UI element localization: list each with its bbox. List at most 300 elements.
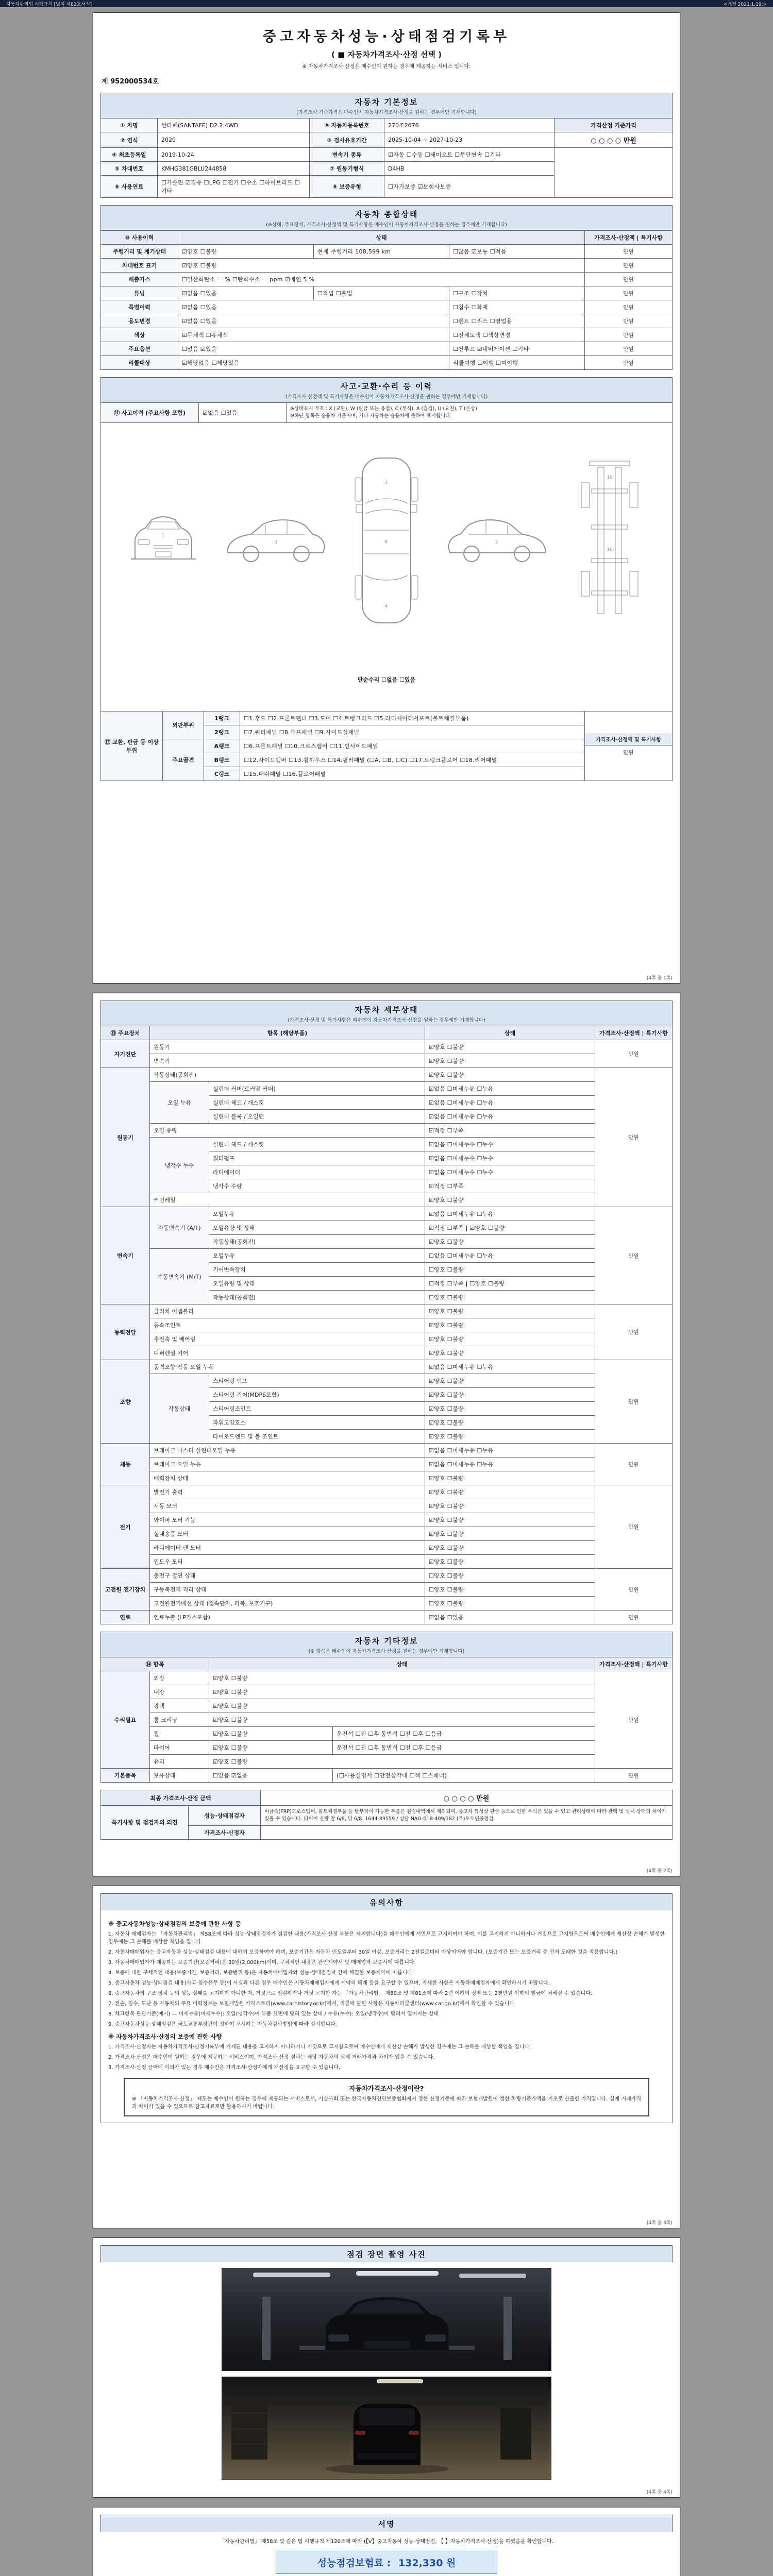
notice-item: 2. 자동차매매업자는 중고자동차 성능·상태점검 내용에 대하여 보증하여야 하며, 보증기간은 자동차 인도일부터 30일 이상, 보증거리는 2천킬로미터 이상이어야 합니다. (보증기간 또는 보증거리 중 먼저 도래한 것을 적용합니다.) [108,1950,618,1955]
detail-row [101,1555,673,1569]
exchange-row [101,711,673,725]
status-cell: ☑양호 ☐불량 [425,1054,595,1068]
exchange-label: ⑫ 교환, 판금 등 이상 부위 [101,711,163,781]
section-etc-note: (※ 항목은 매수인이 자동차가격조사·산정을 원하는 경우에만 기재합니다) [308,1649,465,1654]
state-col-header: 상태 [178,231,585,245]
item-label: 오일유량 및 상태 [209,1221,425,1235]
section-notice-title: 유의사항 [369,1898,404,1907]
car-side-view-right [444,510,552,571]
item-label: 작동상태(공회전) [209,1291,425,1304]
price-cell: 만원 [585,300,673,314]
appraiser-label: 가격조사·산정자 [189,1825,261,1839]
notice-heading-1: ※ 중고자동차성능·상태점검의 보증에 관한 사항 등 [108,1920,241,1927]
vin-value: KMHG381GBLU244858 [158,162,310,176]
sheet-page-2 [93,993,680,1876]
device-label: 연료 [101,1611,150,1624]
notice-item: 5. 중고자동차 성능·상태점검 내용(사고·침수유무 등)이 사실과 다른 경우 매수인은 자동차매매업자에게 계약의 해제 등을 요구할 수 있으며, 자세한 사항은 자동차매매업자에게 확인하시기 바랍니다. [108,1980,550,1986]
price-cell: 만원 [595,1040,673,1068]
use-history-label: 리콜대상 [101,356,178,370]
use-history-label: 용도변경 [101,314,178,328]
rank1-label: 1랭크 [204,711,240,725]
item-label: 변속기 [150,1054,425,1068]
notice-item: 6. 중고자동차의 구조·장치 등의 성능·상태를 고지하지 아니한 자, 거짓으로 점검하거나 거짓 고지한 자는 「자동차관리법」 제80조 및 제81조에 따라 2년 이하의 징역 또는 2천만원 이하의 벌금에 처해질 수 있습니다. [108,1991,593,1996]
document [93,7,680,2576]
device-label: 동력전달 [101,1304,150,1360]
final-price-label: 최종 가격조사·산정 금액 [101,1790,261,1806]
use-history-label: 차대번호 표기 [101,259,178,273]
detail-row [101,1318,673,1332]
inspection-photo-rear [222,2377,551,2480]
section-etc-header [100,1632,673,1657]
detail-row [101,1444,673,1458]
use-history-label: 특별이력 [101,300,178,314]
accident-history-label: ⑪ 사고이력 (주요사항 포함) [101,403,199,423]
etc-header-row [101,1657,673,1671]
engine-type-label: ⑦ 원동기형식 [310,162,384,176]
form-code-left: 자동차관리법 시행규칙 [별지 제82호서식] [6,2,92,7]
sign-statement: 「자동차관리법」 제58조 및 같은 법 시행규칙 제120조에 따라 (【Ⅴ】중고자동차 성능·상태점검, 【 】자동차가격조사·산정)을 하였음을 확인합니다. [219,2539,554,2545]
item-col-header: 항목 (해당부품) [150,1026,425,1040]
reg-no-value: 270조2676 [384,118,554,132]
legend-line-2: ※하단 항목은 승용차 기준이며, 기타 자동차는 승용차에 준하여 표시합니다. [290,413,452,419]
status-cell: ☑양호 ☐불량 [425,1235,595,1249]
status-cell: ☐있음 ☑없음 [209,1769,333,1783]
item-label: 배력장치 상태 [150,1471,425,1485]
status-cell: ☑양호 ☐불량 [425,1541,595,1555]
section-photos-title: 점검 장면 촬영 사진 [347,2250,426,2259]
status-cell: ☑양호 ☐불량 [425,1402,595,1416]
final-price-row [101,1790,673,1806]
notice-body [100,1910,673,2123]
car-side-view-left [221,510,329,571]
base-price-label: 가격산정 기준가격 [554,118,673,132]
overall-row [101,356,673,370]
detail-row [101,1346,673,1360]
price-cell: 만원 [595,1611,673,1624]
reg-no-label: ⑨ 자동차등록번호 [310,118,384,132]
detail-row [101,1040,673,1054]
item-label: 휠 [150,1727,209,1741]
price-cell: 만원 [595,1671,673,1769]
device-label: 자기진단 [101,1040,150,1068]
etc-row [101,1685,673,1699]
car-front-view [125,510,202,571]
overall-row [101,273,673,286]
use-history-label: 튜닝 [101,286,178,300]
mid-label: 작동상태 [150,1374,209,1444]
price-cell: 만원 [595,1569,673,1611]
item-label: 실린더 헤드 / 개스킷 [209,1138,425,1151]
notice-item: 4. 보증에 대한 구체적인 내용(보증기간, 보증거리, 보증범위 등)은 자동차매매업자와 성능·상태점검자 간에 체결한 보증계약에 따릅니다. [108,1970,414,1976]
section-sign-header [100,2515,673,2532]
device-col-header: ⑬ 주요장치 [101,1026,150,1040]
notice-list-2 [108,2043,665,2072]
device-label: 조향 [101,1360,150,1444]
sheet-page-1 [93,12,680,984]
status-cell: ☑없음 ☐미세누수 ☐누수 [425,1138,595,1151]
car-name-value: 싼타페(SANTAFE) D2.2 4WD [158,118,310,132]
detail-row [101,1583,673,1597]
use-history-label: 주행거리 및 계기상태 [101,245,178,259]
detail-row [101,1068,673,1082]
rankA-items: ☐6.프론트패널 ☐10.크로스멤버 ☐11.인사이드패널 [240,739,585,753]
fee-label: 성능점검보험료 : [317,2557,391,2569]
sheet-signature [93,2507,680,2576]
status-extra-cell: 운전석 ☐전 ☐후 동반석 ☐전 ☐후 ☐응급 [333,1741,595,1755]
status-cell: ☑양호 ☐불량 [425,1513,595,1527]
status-extra-cell: 운전석 ☐전 ☐후 동반석 ☐전 ☐후 ☐응급 [333,1727,595,1741]
status-cell: ☑적정 ☐부족 | ☑양호 ☐불량 [425,1221,595,1235]
year-label: ② 연식 [101,132,158,148]
detail-row [101,1054,673,1068]
section-photos-header [100,2245,673,2262]
section-accident-note: (가격조사·산정액 및 특기사항은 매수인이 자동차가격조사·산정을 원하는 경우에만 기재합니다) [285,394,488,400]
detail-row [101,1374,673,1388]
status-extra-cell: (☐사용설명서 ☐안전삼각대 ☐잭 ☐스패너) [333,1769,595,1783]
inspection-period-label: ③ 검사유효기간 [310,132,384,148]
detail-row [101,1332,673,1346]
svg-text:3: 3 [274,539,277,545]
notice-item: 1. 자동차 매매업자는 「자동차관리법」 제58조에 따라 성능·상태점검자가 점검한 내용(가격조사·산정 부분은 제외합니다)을 매수인에게 서면으로 고지하여야 하며, 이를 고지하지 아니하거나 거짓으로 고지함으로써 매수인에게 재산상 손해가 발생한 경우에는 그 손해를 배상할 책임을 집니다. [108,1931,665,1945]
item-label: 외장 [150,1671,209,1685]
section-etc-title: 자동차 기타정보 [355,1636,418,1646]
etc-row [101,1727,673,1741]
detail-row [101,1569,673,1583]
info-box-title: 자동차가격조사·산정이란? [349,2084,424,2092]
section-detail-title: 자동차 세부상태 [355,1005,418,1014]
item-label: 오일 유량 [150,1124,425,1138]
vin-label: ⑤ 차대번호 [101,162,158,176]
frame-group-label: 주요골격 [163,739,204,781]
photo-lift-scene [222,2268,551,2371]
basic-info-table [100,118,673,198]
item-label: 실린더 커버(로커암 커버) [209,1082,425,1096]
etc-info-table [100,1657,673,1783]
warranty-value: ☐자가보증 ☑보험사보증 [384,176,554,198]
section-sign-title: 서명 [378,2519,395,2529]
page-note-1: (4쪽 중 1쪽) [646,976,673,981]
item-label: 브레이크 마스터 실린더오일 누유 [150,1444,425,1458]
final-price-table [100,1790,673,1840]
status-cell: ☑양호 ☐불량 [425,1499,595,1513]
status-cell: ☐양호 ☐불량 [425,1263,595,1277]
status-extra-cell: 현재 주행거리 108,599 km [314,245,449,259]
page-title: 중고자동차성능·상태점검기록부 [262,29,511,45]
status-cell: ☑없음 ☐미세누유 ☐누유 [425,1110,595,1124]
status-cell: ☑양호 ☐불량 [209,1755,595,1769]
item-label: 라디에이터 팬 모터 [150,1541,425,1555]
item-label: 원동기 [150,1040,425,1054]
status-cell: ☐적정 ☐부족 | ☐양호 ☐불량 [425,1277,595,1291]
status-cell: ☑양호 ☐불량 [425,1332,595,1346]
photo-garage-scene [222,2377,551,2480]
notice-item: 3. 가격조사·산정 금액에 이의가 있는 경우 매수인은 가격조사·산정자에게 재산정을 요구할 수 있습니다. [108,2065,341,2071]
item-label: 커먼레일 [150,1193,425,1207]
status-cell: ☑양호 ☐불량 [209,1727,333,1741]
base-price-value: ○ ○ ○ ○ 만원 [554,132,673,148]
fuel-value: ☐가솔린 ☑경유 ☐LPG ☐전기 ☐수소 ☐하이브리드 ☐기타 [158,176,310,198]
detail-row [101,1513,673,1527]
status-cell: ☑없음 ☐있음 [178,314,449,328]
etc-row [101,1713,673,1727]
status-cell: ☑양호 ☐불량 [209,1741,333,1755]
base-price-empty-cell [554,148,673,198]
accident-history-table [100,402,673,423]
section-detail-header [100,1001,673,1026]
transmission-value: ☑자동 ☐수동 ☐세미오토 ☐무단변속 ☐기타 [384,148,554,162]
rankB-label: B랭크 [204,753,240,767]
status-extra-cell: ☐많음 ☑보통 ☐적음 [449,245,585,259]
car-name-label: ① 차명 [101,118,158,132]
etc-state-col-header: 상태 [209,1657,595,1671]
status-cell: ☑양호 ☐불량 [425,1416,595,1430]
overall-row [101,259,673,273]
status-extra-cell: ☐구조 ☐장치 [449,286,585,300]
item-label: 윈도우 모터 [150,1555,425,1569]
item-label: 타이어 [150,1741,209,1755]
item-label: 동력조향 작동 오일 누유 [150,1360,425,1374]
item-label: 시동 모터 [150,1499,425,1513]
etc-row [101,1699,673,1713]
status-cell: ☑없음 ☐미세누유 ☐누유 [425,1082,595,1096]
exchange-price-value: 만원 [623,749,634,756]
item-label: 광택 [150,1699,209,1713]
item-label: 작동상태(공회전) [150,1068,425,1082]
price-cell: 만원 [585,356,673,370]
panel-group-label: 외판부위 [163,711,204,739]
price-cell: 만원 [595,1444,673,1485]
item-label: 브레이크 오일 누유 [150,1458,425,1471]
detail-row [101,1304,673,1318]
price-cell: 만원 [585,314,673,328]
engine-type-value: D4HB [384,162,554,176]
accident-history-value: ☑없음 ☐있음 [199,403,287,423]
rankB-items: ☐12.사이드멤버 ☐13.휠하우스 ☐14.필러패널 (☐A, ☐B, ☐C) ☐17.트렁크플로어 ☐18.리어패널 [240,753,585,767]
price-cell: 만원 [585,259,673,273]
page-note-2: (4쪽 중 2쪽) [646,1869,673,1874]
state-mark-legend [287,403,673,423]
overall-header-row [101,231,673,245]
status-cell: ☑양호 ☐불량 [209,1713,595,1727]
status-cell: ☐양호 ☐불량 [425,1597,595,1611]
status-cell: ☑양호 ☐불량 [425,1555,595,1569]
transmission-label: 변속기 종류 [310,148,384,162]
detail-condition-table [100,1026,673,1624]
use-history-label: 색상 [101,328,178,342]
item-label: 오일누유 [209,1207,425,1221]
remark-label: 특기사항 및 점검자의 의견 [101,1806,189,1840]
status-cell: ☑양호 ☐불량 [425,1527,595,1541]
price-col-header: 가격조사·산정액 | 특기사항 [585,231,673,245]
status-cell: ☑없음 ☐미세누수 ☐누수 [425,1151,595,1165]
item-label: 보유상태 [150,1769,209,1783]
price-cell: 만원 [595,1360,673,1444]
first-reg-value: 2019-10-24 [158,148,310,162]
detail-row [101,1458,673,1471]
detail-row [101,1138,673,1151]
status-cell: ☐없음 ☐미세누유 ☐누유 [425,1249,595,1263]
section-detail-note: (가격조사·산정 및 특기사항은 매수인이 자동차가격조사·산정을 원하는 경우에만 기재합니다) [288,1018,485,1023]
item-label: 오일누유 [209,1249,425,1263]
item-label: 타이로드엔드 및 볼 조인트 [209,1430,425,1444]
device-label: 전기 [101,1485,150,1569]
status-cell: ☑양호 ☐불량 [425,1471,595,1485]
rank2-items: ☐7.쿼터패널 ☐8.루프패널 ☐9.사이드실패널 [240,725,585,739]
status-cell: ☑양호 ☐불량 [425,1374,595,1388]
item-label: 구동축전지 격리 상태 [150,1583,425,1597]
sheet-page-4 [93,2238,680,2498]
status-cell: ☑없음 ☐미세누수 ☐누수 [425,1165,595,1179]
status-cell: ☑무채색 ☐유채색 [178,328,449,342]
status-cell: ☑양호 ☐불량 [425,1388,595,1402]
detail-row [101,1485,673,1499]
item-label: 와이퍼 모터 기능 [150,1513,425,1527]
overall-row [101,286,673,300]
status-cell: ☑없음 ☐있음 [425,1611,595,1624]
detail-row [101,1207,673,1221]
status-extra-cell: ☐전체도색 ☐색상변경 [449,328,585,342]
rankC-label: C랭크 [204,767,240,781]
item-label: 워터펌프 [209,1151,425,1165]
car-damage-diagram [100,423,673,711]
status-cell: ☑양호 ☐불량 [209,1699,595,1713]
section-basic-header [100,93,673,118]
status-cell: ☑양호 ☐불량 [425,1040,595,1054]
item-label: 냉각수 수량 [209,1179,425,1193]
detail-row [101,1360,673,1374]
device-label: 고전원 전기장치 [101,1569,150,1611]
status-cell: ☑없음 ☐미세누유 ☐누유 [425,1096,595,1110]
page-note-4: (4쪽 중 4쪽) [646,2490,673,2495]
status-cell: ☑없음 ☐있음 [178,286,314,300]
overall-row [101,300,673,314]
section-overall-note: (※상태, 주요장치, 가격조사·산정액 및 특기사항은 매수인이 자동차가격조사·산정을 원하는 경우에만 기재합니다) [266,222,507,228]
status-extra-cell: ☐침수 ☐화재 [449,300,585,314]
svg-text:4: 4 [384,603,388,608]
rank1-items: ☐1.후드 ☐2.프론트펜더 ☐3.도어 ☐4.트렁크리드 ☐5.라디에이터서포트(볼트체결부품) [240,711,585,725]
use-history-label: 배출가스 [101,273,178,286]
status-cell: ☐양호 ☐불량 [425,1291,595,1304]
notice-item: 1. 가격조사·산정자는 자동차가격조사·산정기록부에 기재된 내용을 고지하지 아니하거나 거짓으로 고지함으로써 매수인에게 재산상 손해가 발생한 경우에는 그 손해를 배상할 책임을 집니다. [108,2044,531,2050]
status-cell: ☑양호 ☐불량 [425,1068,595,1082]
section-overall-header [100,205,673,230]
mid-label: 오일 누유 [150,1082,209,1124]
section-accident-header [100,377,673,402]
item-label: 고전원전기배선 상태 (접속단자, 피복, 보호기구) [150,1597,425,1611]
status-cell: ☑양호 ☐불량 [425,1304,595,1318]
svg-text:3: 3 [495,539,498,545]
mid-label: 수동변속기 (M/T) [150,1249,209,1304]
status-extra-cell: ☐렌트 ☐리스 ☐영업용 [449,314,585,328]
status-cell: ☑양호 ☐불량 [178,259,585,273]
overall-row [101,342,673,356]
etc-row [101,1671,673,1685]
inspector-remark-row [101,1806,673,1826]
status-cell: ☐없음 ☑있음 [178,342,449,356]
etc-row [101,1741,673,1755]
item-label: 충전구 절연 상태 [150,1569,425,1583]
mid-label: 자동변속기 (A/T) [150,1207,209,1249]
notice-item: 8. 체크항목 판단기준(예시) — 미세누유(미세누수): 오일(냉각수)이 부품 표면에 맺혀 있는 상태 / 누유(누수): 오일(냉각수)이 맺혀서 떨어지는 상태 [108,2011,439,2017]
svg-text:1: 1 [162,532,165,537]
rankA-label: A랭크 [204,739,240,753]
appraiser-remark-text [261,1825,673,1839]
status-cell: ☑해당없음 ☐해당있음 [178,356,449,370]
item-label: 디퍼렌셜 기어 [150,1346,425,1360]
status-cell: ☑양호 ☐불량 [425,1346,595,1360]
basic-row [101,118,673,132]
page-subtitle: ( ■ 자동차가격조사·산정 선택 ) [331,50,442,59]
notice-item: 2. 가격조사·산정은 매수인이 원하는 경우에 제공하는 서비스이며, 가격조사·산정 결과는 해당 자동차의 실제 거래가격과 차이가 있을 수 있습니다. [108,2055,435,2060]
detail-header-row [101,1026,673,1040]
device-label: 변속기 [101,1207,150,1304]
detail-row [101,1541,673,1555]
car-top-view [348,453,425,628]
item-label: 스티어링조인트 [209,1402,425,1416]
price-cell: 만원 [595,1485,673,1569]
first-reg-label: ④ 최초등록일 [101,148,158,162]
status-cell: ☑양호 ☐불량 [209,1685,595,1699]
detail-row [101,1597,673,1611]
status-cell: ☑없음 ☐미세누유 ☐누유 [425,1207,595,1221]
fee-value: 132,330 원 [398,2557,456,2569]
item-label: 라디에이터 [209,1165,425,1179]
rankC-items: ☐15.대쉬패널 ☐16.플로어패널 [240,767,585,781]
use-history-label: 주요옵션 [101,342,178,356]
status-cell: ☑없음 ☐미세누유 ☐누유 [425,1360,595,1374]
notice-heading-2: ※ 자동차가격조사·산정의 보증에 관한 사항 [108,2033,222,2040]
status-cell: ☑없음 ☐미세누유 ☐누유 [425,1458,595,1471]
status-extra-cell: 리콜이행 ☐이행 ☐미이행 [449,356,585,370]
detail-row [101,1193,673,1207]
price-cell: 만원 [595,1769,673,1783]
detail-row [101,1249,673,1263]
item-label: 스티어링 기어(MDPS포함) [209,1388,425,1402]
item-label: 발전기 출력 [150,1485,425,1499]
status-cell: ☑적정 ☐부족 [425,1124,595,1138]
item-label: 추진축 및 베어링 [150,1332,425,1346]
state-col-header: 상태 [425,1026,595,1040]
status-cell: ☑적정 ☐부족 [425,1179,595,1193]
final-price-value: ○ ○ ○ ○ 만원 [261,1790,673,1806]
item-label: 파워고압호스 [209,1416,425,1430]
status-cell: ☑없음 ☐미세누유 ☐누유 [425,1444,595,1458]
accident-history-row [101,403,673,423]
detail-row [101,1527,673,1541]
item-label: 작동상태(공회전) [209,1235,425,1249]
overall-row [101,314,673,328]
price-col-header: 가격조사·산정액 | 특기사항 [595,1026,673,1040]
svg-text:10: 10 [607,474,612,480]
form-code-right: <개정 2021.1.19.> [724,2,767,7]
price-cell: 만원 [595,1304,673,1360]
section-basic-note: (가격조사 기준가격은 매수인이 자동차가격조사·산정을 원하는 경우에만 기재합니다) [296,110,477,115]
status-cell: ☑없음 ☐있음 [178,300,449,314]
basic-row [101,148,673,162]
status-cell: ☑양호 ☐불량 [425,1318,595,1332]
price-cell: 만원 [585,245,673,259]
status-extra-cell: ☐썬루프 ☑네비게이션 ☐기타 [449,342,585,356]
status-cell: ☑양호 ☐불량 [425,1430,595,1444]
etc-row [101,1769,673,1783]
exchange-price-cell [585,711,673,781]
warranty-label: ⑧ 보증유형 [310,176,384,198]
device-label: 원동기 [101,1068,150,1207]
item-label: 기어변속장치 [209,1263,425,1277]
section-accident-title: 사고·교환·수리 등 이력 [340,382,433,391]
notice-item: 7. 전손, 침수, 도난 등 자동차의 주요 이력정보는 보험개발원 카히스토리(www.carhistory.or.kr)에서, 리콜에 관한 사항은 자동차리콜센터(www.car.go.kr)에서 확인할 수 있습니다. [108,2001,516,2007]
page-subnote: ※ 자동차가격조사·산정은 매수인이 원하는 경우에 제공하는 서비스 입니다. [302,64,471,70]
